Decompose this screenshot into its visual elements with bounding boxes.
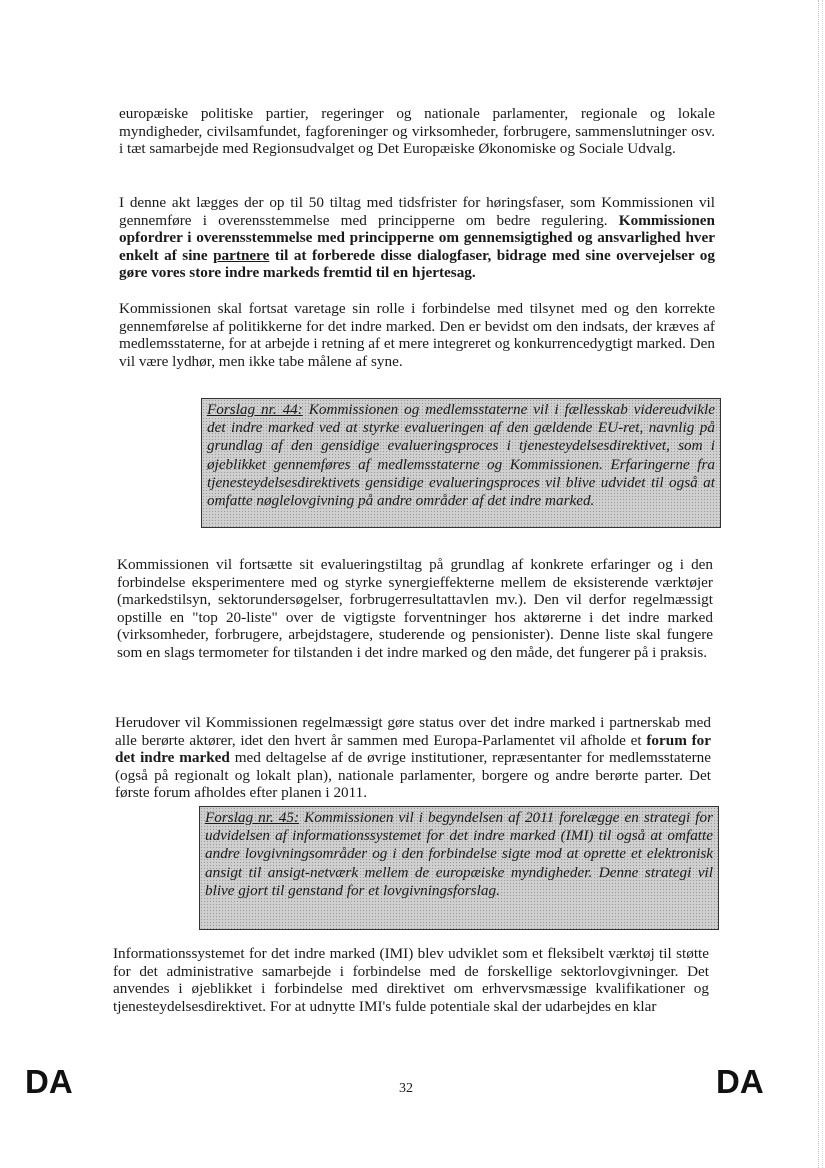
proposal-45-label: Forslag nr. 45: [205, 809, 300, 826]
paragraph-stakeholders: europæiske politiske partier, regeringer og nationale parlamenter, regionale og lokale myndigheder, civilsamfundet, fagforeninger og virksomheder, forbrugere, sammenslutninger osv. i tæt samarbejde med Regionsudvalget og Det Europæiske Økonomiske og Sociale Udvalg. [119, 105, 715, 158]
paragraph-forum [115, 714, 711, 802]
forum-text: Herudover vil Kommissionen regelmæssigt gøre status over det indre marked i partnerskab med alle berørte aktører, idet den hvert år sammen med Europa-Parlamentet vil afholde et [115, 714, 711, 749]
proposal-45-text: Kommissionen vil i begyndelsen af 2011 forelægge en strategi for udvidelsen af informationssystemet for det indre marked (IMI) til også at omfatte andre lovgivningsområder og i den forbindelse sigte mod at oprette et elektronisk ansigt til ansigt-netværk mellem de europæiske myndigheder. Denne strategi vil blive gjort til genstand for et lovgivningsforslag. [205, 809, 713, 899]
scan-edge-outer [821, 0, 823, 1168]
proposal-44-label: Forslag nr. 44: [207, 401, 303, 418]
consultation-call-bold: Kommissionen opfordrer i overensstemmelse med principperne om gennemsigtighed og ansvarlighed hver enkelt af sine [119, 211, 715, 264]
scan-edge [817, 0, 819, 1168]
forum-name-bold: forum for det indre marked [115, 731, 711, 767]
paragraph-consultation [119, 194, 715, 282]
language-code-right: DA [716, 1063, 764, 1100]
paragraph-evaluation: Kommissionen vil fortsætte sit evalueringstiltag på grundlag af konkrete erfaringer og i den forbindelse eksperimentere med og styrke synergieffekterne mellem de eksisterende værktøjer (markedstilsyn, sektorundersøgelser, forbrugerresultattavlen mv.). Den vil derfor regelmæssigt opstille en "top 20-liste" over de vigtigste forventninger hos aktørerne i det indre marked (virksomheder, forbrugere, arbejdstagere, studerende og pensionister). Denne liste skal fungere som en slags termometer for tilstanden i det indre marked og den måde, det fungerer på i praksis. [117, 556, 713, 661]
proposal-45-box [199, 806, 719, 930]
paragraph-imi: Informationssystemet for det indre marked (IMI) blev udviklet som et fleksibelt værktøj til støtte for det administrative samarbejde i forbindelse med de forskellige sektorlovgivninger. Det anvendes i øjeblikket i forbindelse med direktivet om erhvervsmæssige kvalifikationer og tjenesteydelsesdirektivet. For at udnytte IMI's fulde potentiale skal der udarbejdes en klar [113, 945, 709, 1015]
paragraph-monitoring: Kommissionen skal fortsat varetage sin rolle i forbindelse med tilsynet med og den korrekte gennemførelse af politikkerne for det indre marked. Den er bevidst om den indsats, der kræves af medlemsstaterne, for at arbejde i retning af et mere integreret og konkurrencedygtigt marked. Den vil være lydhør, men ikke tabe målene af syne. [119, 300, 715, 370]
consultation-text: I denne akt lægges der op til 50 tiltag med tidsfrister for høringsfaser, som Kommissionen vil gennemføre i overensstemmelse med principperne om bedre regulering. [119, 194, 715, 229]
partners-underlined: partnere [213, 246, 270, 264]
proposal-44-text: Kommissionen og medlemsstaterne vil i fællesskab videreudvikle det indre marked ved at styrke evalueringen af den gældende EU-ret, navnlig på grundlag af den gensidige evalueringsproces i tjenesteydelsesdirektivet, som i øjeblikket gennemføres af medlemsstaterne og Kommissionen. Erfaringerne fra tjenesteydelsesdirektivets gensidige evalueringsproces vil blive udvidet til også at omfatte nøglelovgivning på andre områder af det indre marked. [207, 401, 715, 510]
page-number: 32 [399, 1081, 413, 1096]
proposal-44-box [201, 398, 721, 528]
language-code-left: DA [25, 1063, 73, 1100]
consultation-call-bold-end: til at forberede disse dialogfaser, bidrage med sine overvejelser og gøre vores store indre markeds fremtid til en hjertesag. [119, 246, 715, 282]
forum-text-end: med deltagelse af de øvrige institutioner, repræsentanter for medlemsstaterne (også på regionalt og lokalt plan), nationale parlamenter, borgere og andre berørte parter. Det første forum afholdes efter planen i 2011. [115, 749, 711, 802]
